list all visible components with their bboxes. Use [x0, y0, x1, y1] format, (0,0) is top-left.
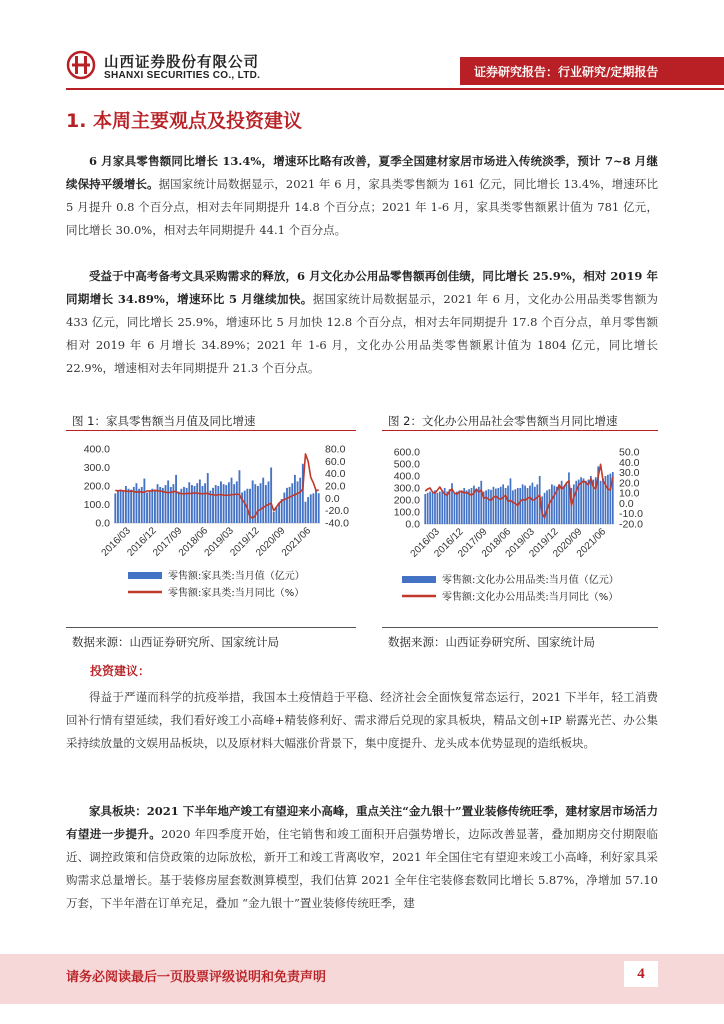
figure-1-source-divider — [66, 627, 356, 628]
x-tick-label: 2019/12 — [527, 526, 561, 560]
figure-1-title: 图 1：家具零售额当月值及同比增速 — [72, 414, 256, 428]
x-tick-label: 2016/03 — [99, 525, 133, 559]
bar-mark — [120, 490, 122, 523]
bar-mark — [585, 481, 587, 524]
legend-label-line: 零售额:文化办公用品类:当月同比（%） — [442, 592, 619, 603]
bar-mark — [136, 483, 138, 523]
bar-mark — [553, 486, 555, 524]
paragraph-body: 据国家统计局数据显示，2021 年 6 月，家具类零售额为 161 亿元，同比增长 13.4%，增速环比 5 月提升 0.8 个百分点，相对去年同期提升 14.8 个百分点；2021 年 1-6 月，家具类零售额累计值为 781 亿元，同比增长 30.0%，相对去年同期提升 44.1 个百分点。 — [66, 177, 659, 237]
bar-mark — [220, 481, 222, 523]
bar-mark — [191, 485, 193, 523]
x-tick-label: 2016/03 — [408, 526, 442, 560]
y-left-tick-label: 100.0 — [83, 499, 110, 511]
bar-mark — [117, 492, 119, 523]
bar-mark — [490, 490, 492, 524]
bar-mark — [424, 494, 426, 524]
bar-mark — [502, 484, 504, 524]
bar-mark — [532, 483, 534, 524]
y-right-tick-label: 30.0 — [619, 467, 640, 480]
bar-mark — [312, 493, 314, 523]
x-tick-label: 2021/06 — [279, 525, 314, 559]
y-left-tick-label: 200.0 — [393, 494, 420, 507]
report-type-label: 证券研究报告：行业研究/定期报告 — [474, 65, 659, 79]
y-left-tick-label: 0.0 — [405, 518, 420, 531]
y-left-tick-label: 200.0 — [83, 480, 110, 493]
footer-disclaimer: 请务必阅读最后一页股票评级说明和免责声明 — [66, 970, 327, 985]
bar-mark — [454, 493, 456, 524]
bar-mark — [310, 494, 312, 523]
y-left-tick-label: 600.0 — [393, 446, 420, 459]
office-supplies-sales-chart — [382, 434, 658, 624]
bar-mark — [159, 487, 161, 523]
y-left-tick-label: 0.0 — [95, 517, 110, 530]
bar-mark — [534, 487, 536, 524]
bar-mark — [432, 493, 434, 524]
y-right-tick-label: 60.0 — [325, 455, 346, 468]
x-tick-label: 2018/06 — [176, 525, 211, 559]
bar-mark — [607, 475, 609, 524]
x-tick-label: 2019/03 — [503, 526, 537, 560]
bar-mark — [283, 492, 285, 523]
bar-mark — [260, 483, 262, 523]
x-tick-label: 2018/06 — [479, 526, 514, 560]
bar-mark — [476, 489, 478, 524]
paragraph-furniture-sector — [66, 800, 658, 915]
bar-mark — [495, 489, 497, 524]
bar-mark — [294, 475, 296, 523]
bar-mark — [551, 484, 553, 524]
bar-mark — [519, 488, 521, 524]
bar-mark — [583, 478, 585, 524]
y-left-tick-label: 100.0 — [393, 506, 420, 519]
bar-mark — [522, 484, 524, 524]
bar-mark — [128, 489, 130, 523]
bar-mark — [500, 487, 502, 524]
bar-mark — [529, 486, 531, 524]
bar-mark — [265, 485, 267, 523]
bar-mark — [434, 490, 436, 524]
bar-mark — [536, 484, 538, 524]
bar-mark — [196, 483, 198, 523]
x-tick-label: 2021/06 — [574, 526, 609, 560]
legend-label-bar: 零售额:家具类:当月值（亿元） — [168, 571, 305, 582]
bar-mark — [149, 491, 151, 523]
bar-mark — [188, 482, 190, 523]
figure-2-divider — [382, 430, 658, 431]
bar-mark — [178, 492, 180, 523]
bar-mark — [173, 484, 175, 523]
paragraph-lead: 6 月家具零售额同比增长 13.4%，增速环比略有改善，夏季全国建材家居市场进入传统淡季，预计 7~8 月继续保持平缓增长。 — [66, 154, 658, 191]
bar-mark — [114, 493, 116, 523]
bar-mark — [151, 489, 153, 523]
bar-mark — [449, 489, 451, 524]
bar-mark — [471, 488, 473, 524]
bar-mark — [262, 478, 264, 523]
bar-mark — [270, 468, 272, 524]
y-left-tick-label: 300.0 — [393, 482, 420, 495]
y-right-tick-label: 20.0 — [325, 480, 346, 493]
bar-mark — [439, 492, 441, 524]
bar-mark — [236, 481, 238, 523]
bar-mark — [223, 484, 225, 523]
x-tick-label: 2020/09 — [551, 526, 585, 560]
paragraph-lead: 家具板块：2021 下半年地产竣工有望迎来小高峰，重点关注“金九银十”置业装修传统旺季，建材家居市场活力有望进一步提升。 — [66, 804, 658, 841]
line-series-mark — [425, 464, 613, 517]
bar-mark — [231, 478, 233, 523]
figure-2-source-divider — [382, 627, 658, 628]
bar-mark — [202, 486, 204, 523]
y-right-tick-label: 20.0 — [619, 477, 640, 490]
company-name-en: SHANXI SECURITIES CO., LTD. — [104, 70, 261, 81]
y-right-tick-label: 10.0 — [619, 487, 640, 500]
bar-mark — [456, 492, 458, 524]
bar-mark — [307, 497, 309, 523]
figure-1-source: 数据来源：山西证券研究所、国家统计局 — [72, 635, 279, 649]
furniture-sales-chart — [66, 434, 356, 624]
bar-mark — [204, 483, 206, 523]
bar-mark — [558, 484, 560, 524]
y-right-tick-label: 0.0 — [325, 492, 340, 505]
bar-mark — [289, 487, 291, 523]
x-tick-label: 2017/09 — [456, 526, 490, 560]
legend-label-line: 零售额:家具类:当月同比（%） — [168, 588, 305, 599]
y-left-tick-label: 500.0 — [393, 458, 420, 471]
bar-mark — [507, 486, 509, 524]
bar-mark — [276, 507, 278, 523]
company-logo-icon — [66, 50, 96, 80]
bar-mark — [175, 475, 177, 523]
y-right-tick-label: 40.0 — [325, 468, 346, 481]
y-right-tick-label: 50.0 — [619, 446, 640, 459]
section-title: 1. 本周主要观点及投资建议 — [66, 110, 303, 132]
bar-mark — [209, 491, 211, 523]
bar-mark — [228, 482, 230, 523]
figure-2-source: 数据来源：山西证券研究所、国家统计局 — [388, 635, 595, 649]
bar-mark — [600, 481, 602, 524]
paragraph-body: 2020 年四季度开始，住宅销售和竣工面积开启强势增长，边际改善显著，叠加期房交付期限临近、调控政策和信贷政策的边际放松，新开工和竣工背离收窄，2021 年全国住宅有望迎来竣工小高峰，利好家具采购需求总量增长。基于装修房屋套数测算模型，我们估算 2021 全年住宅装修套数同比增长 5.87%，净增加 57.10 万套，下半年潜在订单充足，叠加 “金九银十”置业装修传统旺季，建 — [66, 827, 659, 910]
bar-mark — [199, 480, 201, 523]
legend-label-bar: 零售额:文化办公用品类:当月值（亿元） — [442, 575, 619, 586]
bar-mark — [488, 489, 490, 524]
bar-mark — [514, 489, 516, 524]
bar-mark — [466, 490, 468, 524]
bar-mark — [588, 480, 590, 524]
line-series-mark — [115, 454, 318, 518]
y-right-tick-label: 0.0 — [619, 497, 634, 510]
bar-mark — [217, 486, 219, 523]
bar-mark — [291, 483, 293, 523]
bar-mark — [318, 493, 320, 523]
bar-mark — [305, 502, 307, 523]
bar-mark — [143, 479, 145, 523]
bar-mark — [429, 492, 431, 524]
y-right-tick-label: -20.0 — [619, 518, 643, 531]
bar-mark — [461, 491, 463, 524]
bar-mark — [225, 485, 227, 523]
figure-1-divider — [66, 430, 356, 431]
bar-mark — [165, 485, 167, 523]
y-left-tick-label: 400.0 — [83, 443, 110, 456]
paragraph-lead: 受益于中高考备考文具采购需求的释放，6 月文化办公用品零售额再创佳绩，同比增长 25.9%，相对 2019 年同期增长 34.89%，增速环比 5 月继续加快。 — [66, 269, 658, 306]
bar-mark — [524, 486, 526, 524]
x-tick-label: 2019/03 — [202, 525, 236, 559]
x-tick-label: 2019/12 — [228, 525, 262, 559]
bar-mark — [512, 490, 514, 524]
bar-mark — [563, 486, 565, 524]
bar-mark — [446, 492, 448, 524]
page-number: 4 — [624, 961, 658, 987]
bar-mark — [485, 490, 487, 524]
bar-mark — [281, 499, 283, 523]
bar-mark — [297, 481, 299, 523]
paragraph-furniture-sales — [66, 150, 658, 242]
bar-mark — [575, 481, 577, 524]
bar-mark — [207, 473, 209, 523]
x-tick-label: 2017/09 — [151, 525, 185, 559]
bar-mark — [458, 490, 460, 524]
bar-mark — [493, 487, 495, 524]
bar-mark — [544, 493, 546, 524]
legend-swatch-bar — [402, 576, 436, 583]
bar-mark — [497, 488, 499, 524]
bar-mark — [573, 484, 575, 524]
bar-mark — [212, 488, 214, 523]
bar-mark — [244, 491, 246, 523]
bar-mark — [505, 488, 507, 524]
bar-mark — [315, 490, 317, 523]
legend-swatch-bar — [128, 572, 162, 579]
x-tick-label: 2016/12 — [125, 525, 159, 559]
bar-mark — [441, 490, 443, 524]
bar-mark — [146, 492, 148, 523]
y-left-tick-label: 300.0 — [83, 462, 110, 474]
y-right-tick-label: -40.0 — [325, 517, 349, 530]
bar-mark — [138, 489, 140, 523]
x-tick-label: 2016/12 — [432, 526, 466, 560]
bar-mark — [154, 490, 156, 523]
investment-advice-title: 投资建议： — [90, 664, 151, 678]
paragraph-body: 据国家统计局数据显示，2021 年 6 月，文化办公用品类零售额为 433 亿元，同比增长 25.9%，增速环比 5 月加快 12.8 个百分点，相对去年同期提升 17.8 个百分点，单月零售额相对 2019 年 6 月增长 34.89%；2021 年 1-6 月，文化办公用品类零售额累计值为 1804 亿元，同比增长 22.9%，增速相对去年同期提升 21.3 个百分点。 — [66, 292, 659, 375]
bar-mark — [286, 488, 288, 523]
bar-mark — [233, 484, 235, 523]
bar-mark — [130, 490, 132, 523]
bar-mark — [215, 485, 217, 523]
figure-2-title: 图 2：文化办公用品社会零售额当月同比增速 — [388, 414, 618, 428]
bar-mark — [299, 478, 301, 523]
bar-mark — [257, 486, 259, 523]
bar-mark — [122, 491, 124, 523]
paragraph-office-supplies-sales — [66, 265, 658, 380]
bar-mark — [278, 503, 280, 523]
bar-mark — [602, 478, 604, 524]
y-right-tick-label: 80.0 — [325, 443, 346, 456]
x-tick-label: 2020/09 — [254, 525, 288, 559]
bar-mark — [167, 480, 169, 523]
company-name-cn: 山西证券股份有限公司 — [104, 55, 259, 71]
bar-mark — [273, 512, 275, 523]
bar-mark — [162, 488, 164, 523]
bar-mark — [566, 483, 568, 524]
paragraph-investment-advice — [66, 686, 658, 755]
y-right-tick-label: 40.0 — [619, 456, 640, 469]
bar-mark — [268, 481, 270, 523]
paragraph-body: 得益于严谨而科学的抗疫举措，我国本土疫情趋于平稳、经济社会全面恢复常态运行，2021 下半年，轻工消费回补行情有望延续，我们看好竣工小高峰+精装修利好、需求滞后兑现的家具板块，精品文创+IP 崭露光芒、办公集采持续放量的文娱用品板块，以及原材料大幅涨价背景下，集中度提升、龙头成本优势显现的造纸板块。 — [66, 690, 658, 750]
header-divider — [66, 88, 724, 90]
bar-mark — [527, 488, 529, 524]
bar-mark — [480, 481, 482, 524]
bar-mark — [609, 474, 611, 524]
bar-mark — [437, 493, 439, 524]
bar-mark — [194, 486, 196, 523]
bar-mark — [427, 493, 429, 524]
bar-mark — [183, 487, 185, 523]
page-header — [0, 0, 724, 90]
y-right-tick-label: -20.0 — [325, 505, 349, 518]
y-left-tick-label: 400.0 — [393, 470, 420, 483]
y-right-tick-label: -10.0 — [619, 508, 643, 521]
